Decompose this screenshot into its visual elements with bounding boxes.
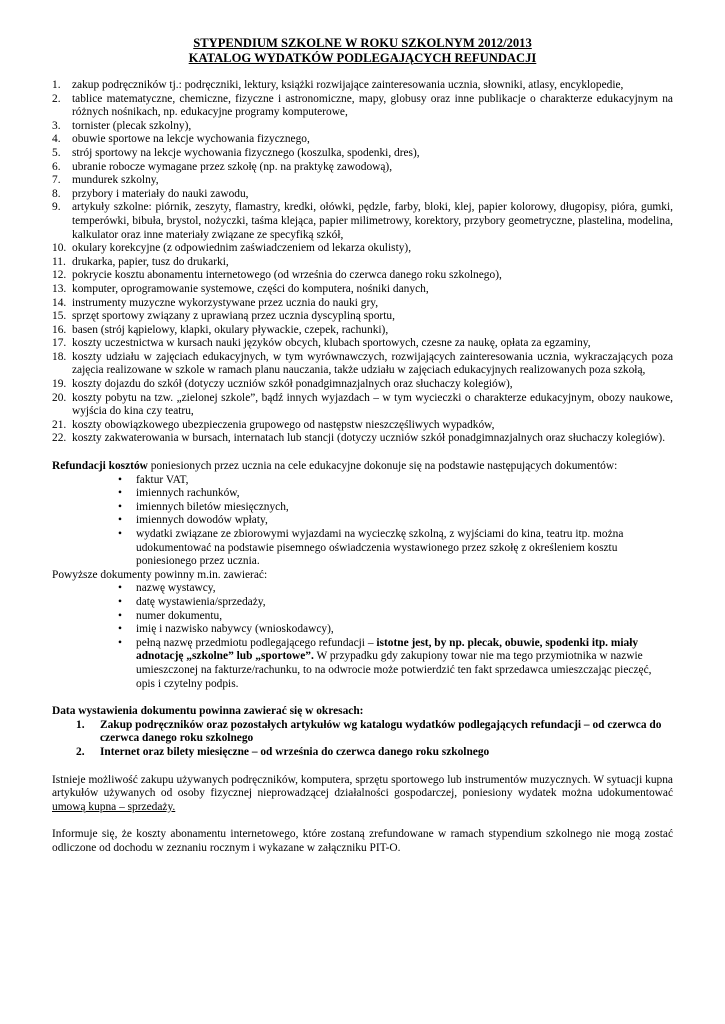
catalog-item-text: koszty dojazdu do szkół (dotyczy uczniów szkół ponadgimnazjalnych oraz słuchaczy kolegiów), [72,378,513,391]
contents-intro: Powyższe dokumenty powinny m.in. zawierać: [52,568,268,581]
catalog-item-text: przybory i materiały do nauki zawodu, [72,187,249,200]
list-item [52,610,673,624]
internet-paragraph: Informuje się, że koszty abonamentu internetowego, które zostaną zrefundowane w ramach stypendium szkolnego nie mogą zostać odliczone od dochodu w zeznaniu rocznym i wykazane w załączniku PIT-O. [52,828,673,854]
used-items-paragraph [52,774,673,815]
used-para-underlined: umową kupna – sprzedaży. [52,800,176,813]
dates-list [52,719,673,760]
catalog-item-number: 5. [52,146,61,159]
refund-intro [52,460,673,474]
refund-intro-rest: poniesionych przez ucznia na cele edukacyjne dokonuje się na podstawie następujących dokumentów: [147,460,618,473]
catalog-item [52,242,673,256]
list-item [52,474,673,488]
catalog-item [52,283,673,297]
catalog-item-text: obuwie sportowe na lekcje wychowania fizycznego, [72,133,310,146]
catalog-item [52,188,673,202]
list-item-text: nazwę wystawcy, [136,582,216,595]
catalog-item-text: pokrycie kosztu abonamentu internetowego (od września do czerwca danego roku szkolnego), [72,269,502,282]
catalog-item-number: 19. [52,378,67,391]
list-item-text: imiennych rachunków, [136,487,240,500]
list-item [52,637,673,691]
catalog-item-text: artykuły szkolne: piórnik, zeszyty, flamastry, kredki, ołówki, pędzle, farby, bloki, klej, papier kolorowy, długopisy, pióra, gumki, temperówki, bibuła, brystol, nożyczki, taśma klejąca, papier milimetrowy, korektory, przybory geometryczne, plastelina, modelina, kalkulator oraz inne materiały związane ze specyfiką szkół, [72,201,673,241]
list-item-text: imiennych dowodów wpłaty, [136,514,268,527]
catalog-item [52,419,673,433]
last-item-part1: pełną nazwę przedmiotu podlegającego refundacji – [136,636,377,649]
catalog-item [52,79,673,93]
catalog-item-text: koszty obowiązkowego ubezpieczenia grupowego od następstw nieszczęśliwych wypadków, [72,418,495,431]
catalog-item-text: instrumenty muzyczne wykorzystywane przez ucznia do nauki gry, [72,296,379,309]
catalog-item-number: 11. [52,255,66,268]
list-item-text: wydatki związane ze zbiorowymi wyjazdami na wycieczkę szkolną, z wyjściami do kina, teatru itp. można udokumentować na podstawie pisemnego oświadczenia wystawionego przez szkołę z określeniem kosztu poniesionego przez ucznia. [136,528,624,568]
title-line-2: KATALOG WYDATKÓW PODLEGAJĄCYCH REFUNDACJI [188,51,537,65]
list-item-text: faktur VAT, [136,473,189,486]
catalog-item-number: 9. [52,201,61,214]
dates-title-text: Data wystawienia dokumentu powinna zawierać się w okresach: [52,705,364,718]
catalog-item [52,297,673,311]
list-item [52,596,673,610]
list-item-text: imię i nazwisko nabywcy (wnioskodawcy), [136,623,334,636]
catalog-item-text: koszty udziału w zajęciach edukacyjnych, w tym wyrównawczych, rozwijających zainteresowania ucznia, wykraczających poza zajęcia realizowane w szkole w ramach planu nauczania, także udziału w zajęciach edukacyjnych realizowanych poza szkołą, [72,350,673,377]
catalog-item-text: komputer, oprogramowanie systemowe, części do komputera, nośniki danych, [72,282,429,295]
catalog-item-number: 7. [52,174,61,187]
catalog-item-number: 14. [52,296,67,309]
catalog-item-number: 12. [52,269,67,282]
catalog-item-text: mundurek szkolny, [72,174,159,187]
catalog-item [52,337,673,351]
catalog-item [52,120,673,134]
catalog-item [52,310,673,324]
catalog-item-text: strój sportowy na lekcje wychowania fizycznego (koszulka, spodenki, dres), [72,146,420,159]
title-line-1: STYPENDIUM SZKOLNE W ROKU SZKOLNYM 2012/2013 [193,36,532,50]
catalog-item-number: 3. [52,119,61,132]
contents-list [52,582,673,691]
catalog-item [52,378,673,392]
catalog-item [52,324,673,338]
bullet-glyph: • [118,514,122,527]
list-item [52,623,673,637]
catalog-item-number: 4. [52,133,61,146]
catalog-item-number: 1. [52,79,61,91]
last-item-part2: W przypadku gdy zakupiony towar nie ma tego przymiotnika w nazwie umieszczonej na fakturze/rachunku, to na odwrocie może potwierdzić ten fakt sprzedawca umieszczając pieczęć, opis i czytelny podpis. [136,650,652,690]
last-item-bold: istotne jest, by np. plecak, obuwie, spodenki itp. miały adnotację „szkolne” lub „sportowe”. [136,636,639,663]
list-item [52,514,673,528]
catalog-item-text: okulary korekcyjne (z odpowiednim zaświadczeniem od lekarza okulisty), [72,242,412,255]
catalog-item-text: tornister (plecak szkolny), [72,119,192,132]
catalog-item-number: 18. [52,350,67,363]
refund-intro-bold: Refundacji kosztów [52,460,148,473]
catalog-item-number: 17. [52,337,67,350]
date-period-number: 1. [76,718,85,731]
list-item [52,582,673,596]
bullet-glyph: • [118,500,122,513]
catalog-item [52,351,673,378]
catalog-item-number: 2. [52,92,61,105]
catalog-item [52,392,673,419]
list-item-text: numer dokumentu, [136,609,223,622]
catalog-item-text: koszty uczestnictwa w kursach nauki języków obcych, klubach sportowych, czesne za naukę, opłata za egzaminy, [72,337,591,350]
catalog-item-number: 10. [52,242,67,255]
catalog-item-number: 8. [52,187,61,200]
catalog-item [52,432,673,446]
catalog-item [52,201,673,242]
bullet-glyph: • [118,473,122,486]
catalog-item-text: tablice matematyczne, chemiczne, fizyczne i astronomiczne, mapy, globusy oraz inne publikacje o charakterze edukacyjnym na różnych nośnikach, np. edukacyjne programy komputerowe, [72,92,673,119]
date-period-item [52,746,673,760]
date-period-text: Internet oraz bilety miesięczne – od września do czerwca danego roku szkolnego [100,745,490,758]
catalog-list [52,79,673,446]
catalog-item-text: drukarka, papier, tusz do drukarki, [72,255,229,268]
dates-title [52,705,673,719]
catalog-item-number: 6. [52,160,61,173]
catalog-item [52,174,673,188]
list-item-text: datę wystawienia/sprzedaży, [136,595,266,608]
catalog-item-text: ubranie robocze wymagane przez szkołę (np. na praktykę zawodową), [72,160,393,173]
catalog-item-text: koszty zakwaterowania w bursach, internatach lub stancji (dotyczy uczniów szkół ponadgimnazjalnych oraz słuchaczy kolegiów). [72,432,666,445]
catalog-item-text: zakup podręczników tj.: podręczniki, lektury, książki rozwijające zainteresowania ucznia, słowniki, atlasy, encyklopedie, [72,79,624,91]
catalog-item-number: 16. [52,323,67,336]
catalog-item-number: 22. [52,432,67,445]
catalog-item [52,256,673,270]
used-para-main: Istnieje możliwość zakupu używanych podręczników, komputera, sprzętu sportowego lub instrumentów muzycznych. W sytuacji kupna artykułów używanych od osoby fizycznej nieprowadzącej działalności gospodarczej, poniesiony wydatek można udokumentować [52,773,673,800]
bullet-glyph: • [118,609,122,622]
list-item-text: imiennych biletów miesięcznych, [136,500,289,513]
catalog-item-number: 20. [52,391,67,404]
catalog-item-number: 21. [52,418,67,431]
bullet-glyph: • [118,636,122,649]
bullet-glyph: • [118,582,122,595]
catalog-item [52,133,673,147]
catalog-item-text: koszty pobytu na tzw. „zielonej szkole”, bądź innych wyjazdach – w tym wycieczki o charakterze edukacyjnym, obozy naukowe, wyjścia do kina czy teatru, [72,391,673,418]
date-period-number: 2. [76,745,85,758]
bullet-glyph: • [118,487,122,500]
list-item [52,501,673,515]
bullet-glyph: • [118,623,122,636]
documents-list [52,474,673,569]
catalog-item-number: 13. [52,282,67,295]
date-period-text: Zakup podręczników oraz pozostałych artykułów wg katalogu wydatków podlegających refundacji – od czerwca do czerwca danego roku szkolnego [100,718,662,745]
catalog-item [52,161,673,175]
bullet-glyph: • [118,528,122,540]
catalog-item-text: sprzęt sportowy związany z uprawianą przez ucznia dyscypliną sportu, [72,310,395,323]
catalog-item-number: 15. [52,310,67,323]
catalog-item [52,147,673,161]
list-item [52,528,673,569]
list-item [52,487,673,501]
catalog-item-text: basen (strój kąpielowy, klapki, okulary pływackie, czepek, rachunki), [72,323,389,336]
catalog-item [52,93,673,120]
bullet-glyph: • [118,595,122,608]
catalog-item [52,269,673,283]
date-period-item [52,719,673,746]
